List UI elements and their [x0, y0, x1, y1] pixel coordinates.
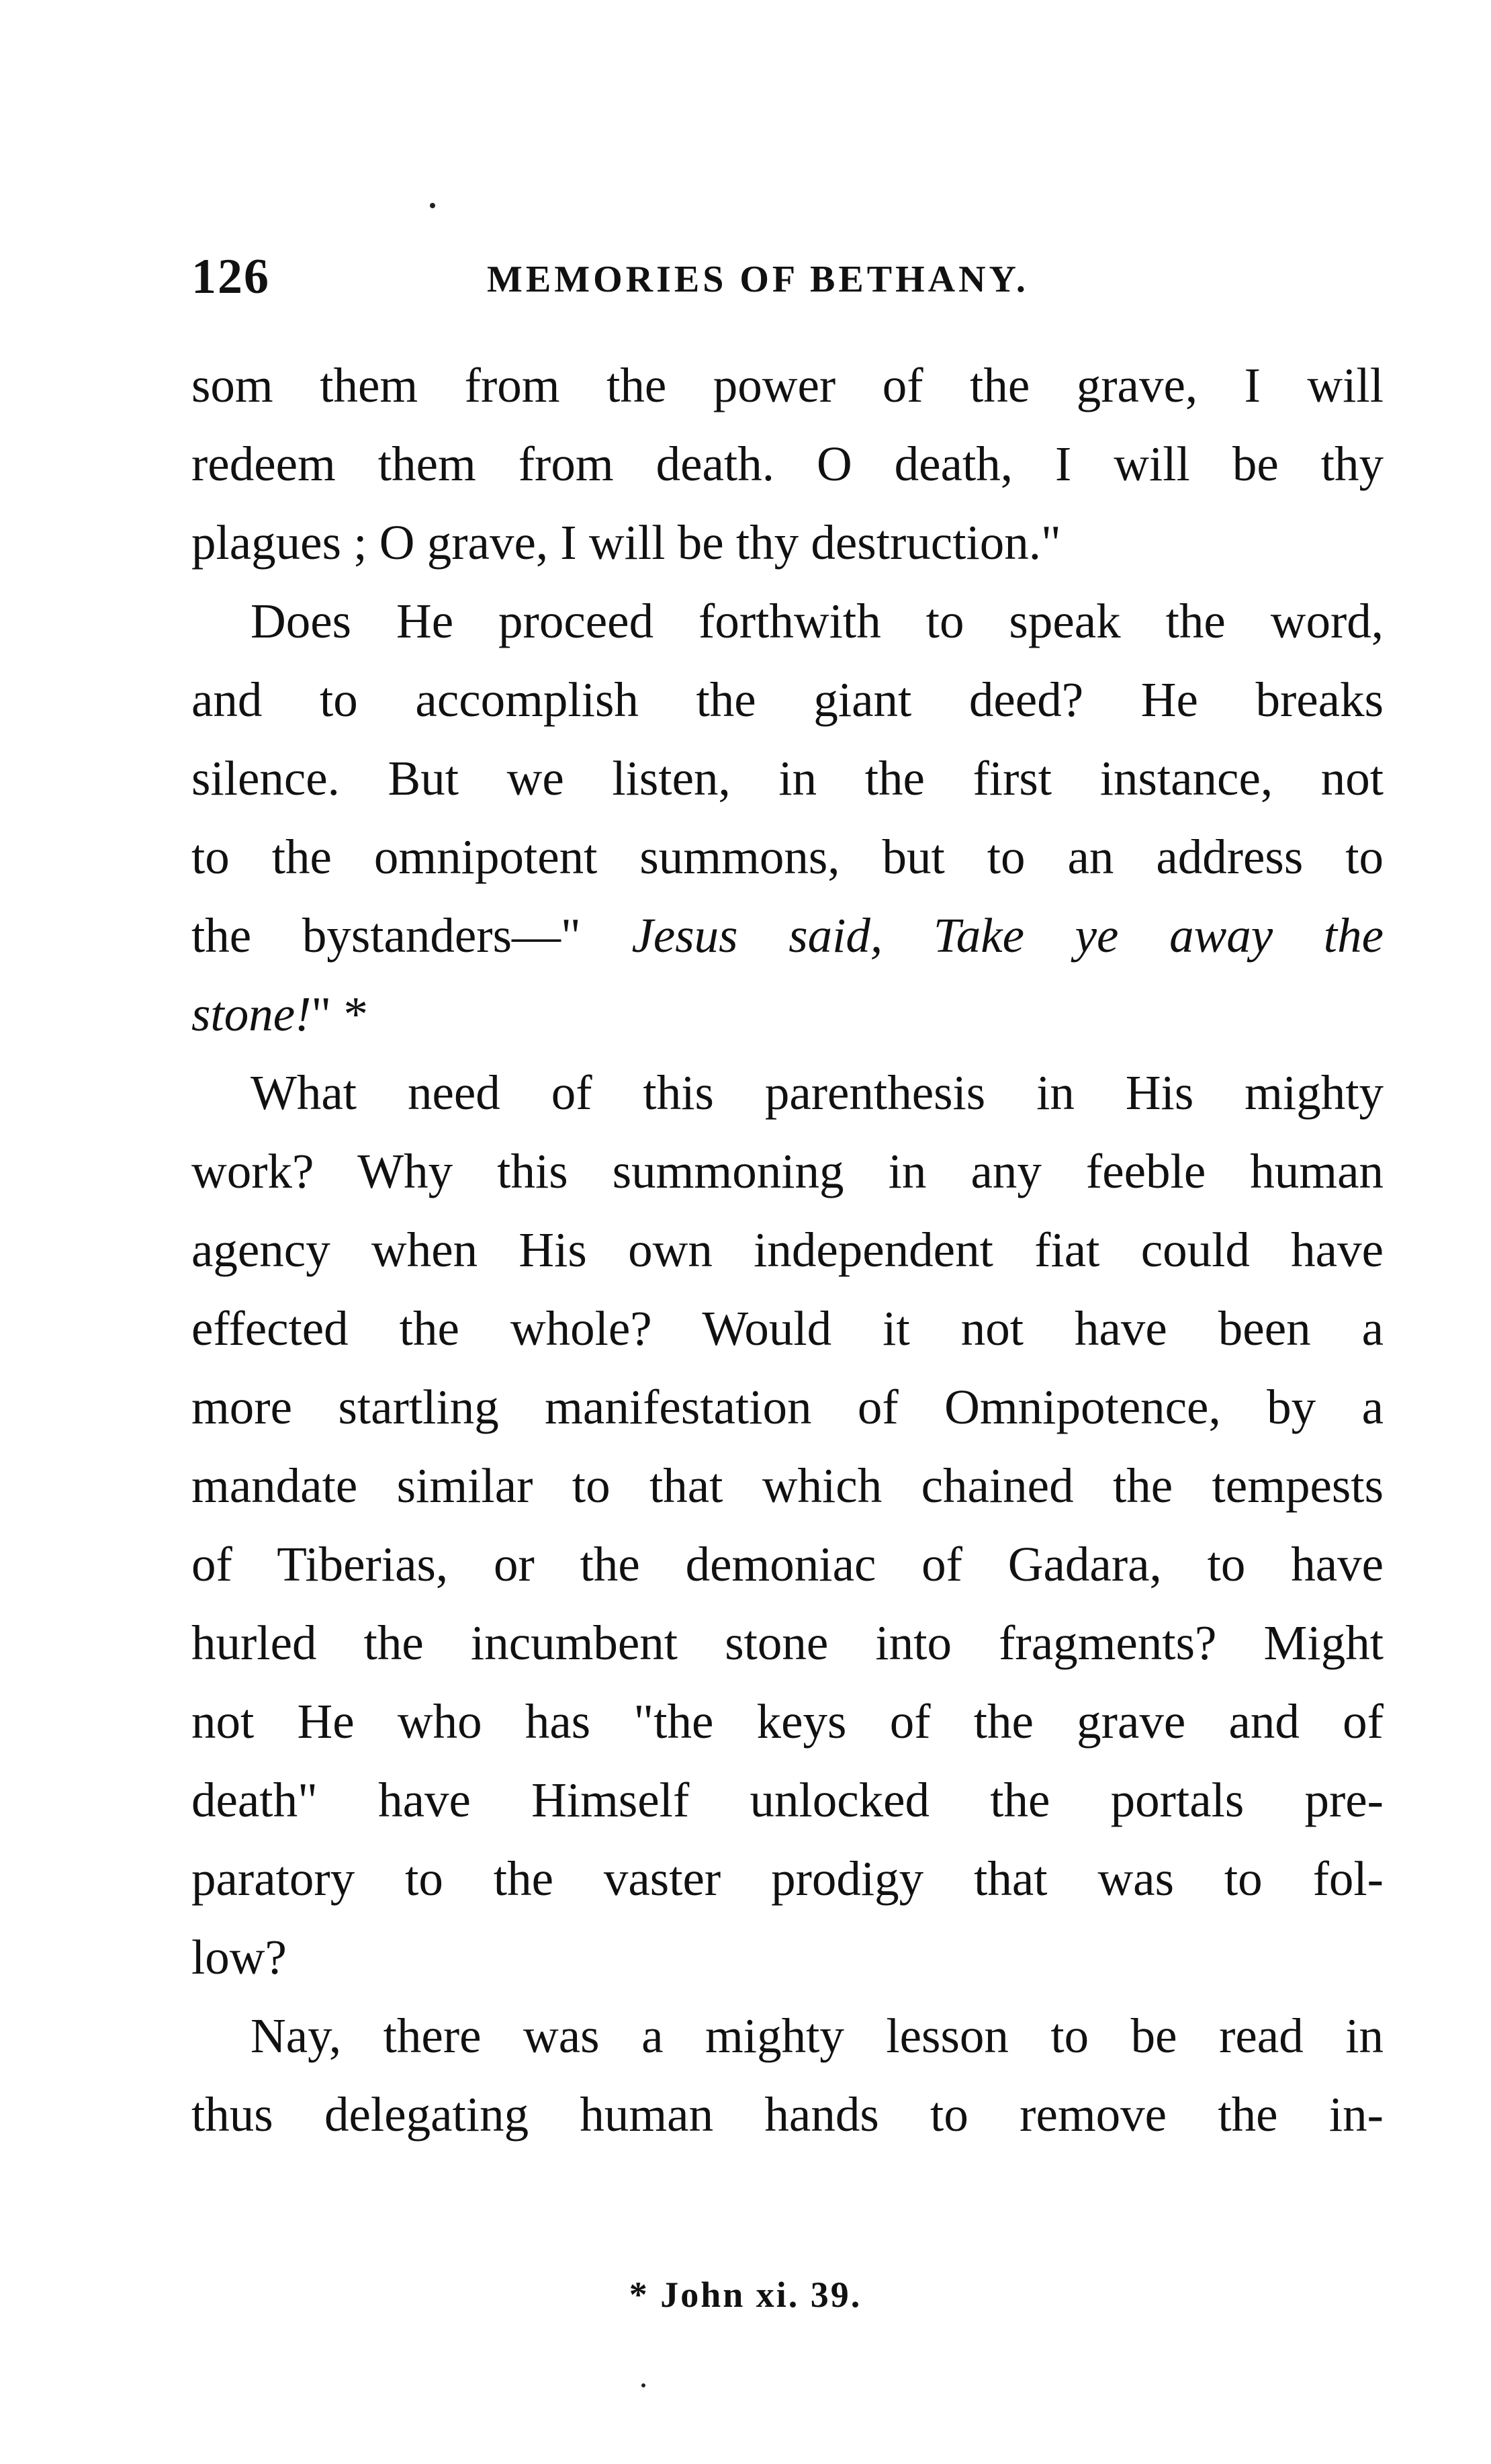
text-line: to the omnipotent summons, but to an address to: [191, 830, 1384, 884]
running-head: MEMORIES OF BETHANY.: [487, 259, 1029, 300]
paragraph-1: [191, 346, 1384, 582]
page-header: [191, 249, 1387, 309]
text-line: What need of this parenthesis in His mighty: [251, 1065, 1384, 1120]
print-speck: [430, 203, 435, 208]
print-speck: [641, 2383, 645, 2387]
text-line: [191, 896, 1384, 975]
text-line: silence. But we listen, in the first instance, not: [191, 751, 1384, 805]
text-line: redeem them from death. O death, I will be thy: [191, 437, 1384, 491]
quote-lead: the bystanders—": [191, 908, 581, 963]
text-line: not He who has "the keys of the grave and of: [191, 1694, 1384, 1749]
text-line: agency when His own independent fiat could have: [191, 1223, 1384, 1277]
text-line: low?: [191, 1930, 287, 1984]
text-line: thus delegating human hands to remove the in-: [191, 2087, 1384, 2142]
paragraph-2: [191, 582, 1384, 1053]
text-line: death" have Himself unlocked the portals pre-: [191, 1773, 1384, 1827]
text-line: Does He proceed forthwith to speak the word,: [251, 594, 1384, 648]
text-line: work? Why this summoning in any feeble human: [191, 1144, 1384, 1198]
text-line: more startling manifestation of Omnipotence, by a: [191, 1380, 1384, 1434]
footnote: * John xi. 39.: [629, 2275, 862, 2315]
text-line: effected the whole? Would it not have been a: [191, 1301, 1384, 1356]
paragraph-4: [191, 1996, 1384, 2154]
text-line: hurled the incumbent stone into fragments? Might: [191, 1616, 1384, 1670]
text-line: Nay, there was a mighty lesson to be read in: [251, 2009, 1384, 2063]
page-number: 126: [191, 249, 270, 304]
text-line: [191, 975, 1384, 1053]
text-line: of Tiberias, or the demoniac of Gadara, to have: [191, 1537, 1384, 1591]
text-line: and to accomplish the giant deed? He breaks: [191, 672, 1384, 727]
footnote-marker: " *: [311, 987, 368, 1041]
text-line: mandate similar to that which chained the tempests: [191, 1458, 1384, 1513]
text-line: plagues ; O grave, I will be thy destruction.": [191, 515, 1061, 570]
text-line: paratory to the vaster prodigy that was to fol-: [191, 1851, 1384, 1906]
body-text: [191, 346, 1384, 2154]
scripture-quote: Jesus said, Take ye away the: [631, 908, 1384, 963]
scripture-quote-end: stone!: [191, 987, 312, 1041]
paragraph-3: [191, 1053, 1384, 1996]
text-line: som them from the power of the grave, I will: [191, 358, 1384, 412]
